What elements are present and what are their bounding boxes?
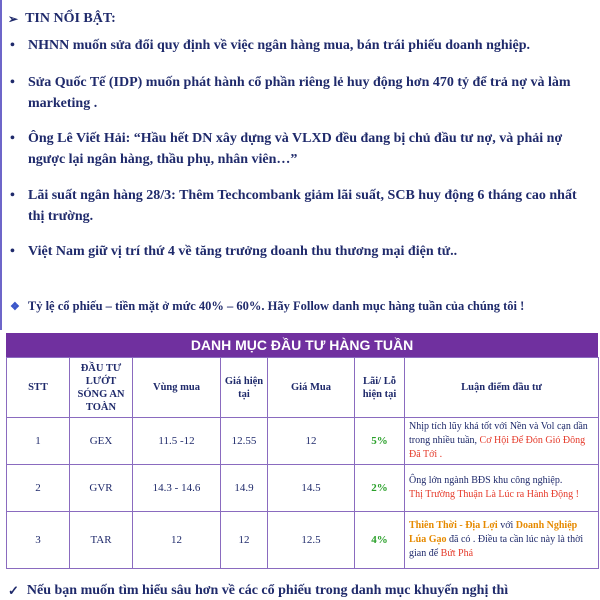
cell-buy-price: 12.5	[268, 512, 355, 569]
thesis-highlight: Cơ Hội Để Đón Gió Đông Đã Tới .	[409, 435, 586, 460]
cell-thesis	[405, 512, 599, 569]
thesis-highlight: Thiên Thời - Địa Lợi	[409, 520, 498, 531]
cell-ticker: TAR	[70, 512, 133, 569]
cell-pnl: 2%	[355, 465, 405, 512]
cell-buy-price: 14.5	[268, 465, 355, 512]
col-header-pnl: Lãi/ Lỗ hiện tại	[355, 358, 405, 418]
bullet-icon: •	[10, 75, 15, 90]
cell-current-price: 14.9	[221, 465, 268, 512]
table-header-row	[7, 358, 599, 418]
cell-ticker: GEX	[70, 418, 133, 465]
cell-stt: 2	[7, 465, 70, 512]
cell-stt: 3	[7, 512, 70, 569]
cell-ticker: GVR	[70, 465, 133, 512]
footer-text: Nếu bạn muốn tìm hiểu sâu hơn về các cổ phiếu trong danh mục khuyến nghị thì	[26, 583, 509, 598]
news-item	[10, 35, 592, 56]
cell-buy-zone: 12	[133, 512, 221, 569]
col-header-stt: STT	[7, 358, 70, 418]
checkmark-icon: ✓	[8, 583, 19, 598]
thesis-text: Nhịp tích lũy khá tốt với Nền và Vol cạn dần trong nhiều tuần,	[409, 421, 588, 446]
news-item	[10, 72, 592, 114]
col-header-buy-price: Giá Mua	[268, 358, 355, 418]
news-heading	[8, 11, 116, 27]
portfolio-section	[6, 333, 598, 569]
thesis-highlight: Doanh Nghiệp Lúa Gạo	[409, 520, 578, 545]
cell-thesis	[405, 418, 599, 465]
news-item	[10, 128, 592, 170]
table-row	[7, 465, 599, 512]
news-item-text: Việt Nam giữ vị trí thứ 4 về tăng trưởng doanh thu thương mại điện tử..	[28, 244, 458, 259]
news-item-text: Ông Lê Viết Hải: “Hầu hết DN xây dựng và VLXD đều đang bị chủ đầu tư nợ, và phải nợ ngược lại ngân hàng, thầu phụ, nhân viên…”	[28, 131, 563, 167]
table-row	[7, 512, 599, 569]
thesis-text: đã có . Điều ta cần lúc này là thời gian để	[409, 534, 584, 559]
cell-current-price: 12.55	[221, 418, 268, 465]
col-header-current-price: Giá hiện tại	[221, 358, 268, 418]
cell-buy-zone: 11.5 -12	[133, 418, 221, 465]
bullet-icon: •	[10, 131, 15, 146]
bullet-icon: •	[10, 38, 15, 53]
news-item	[10, 241, 592, 262]
cell-buy-price: 12	[268, 418, 355, 465]
portfolio-table	[6, 357, 599, 569]
news-item	[10, 185, 592, 227]
bullet-icon: •	[10, 244, 15, 259]
arrow-bullet-icon: ➢	[8, 11, 19, 26]
portfolio-title: DANH MỤC ĐẦU TƯ HÀNG TUẦN	[6, 333, 598, 357]
col-header-thesis: Luận điểm đầu tư	[405, 358, 599, 418]
cell-stt: 1	[7, 418, 70, 465]
cell-pnl: 5%	[355, 418, 405, 465]
news-item-text: NHNN muốn sửa đổi quy định về việc ngân hàng mua, bán trái phiếu doanh nghiệp.	[28, 38, 531, 53]
col-header-ticker: ĐẦU TƯ LƯỚT SÓNG AN TOÀN	[70, 358, 133, 418]
thesis-text: với	[497, 520, 516, 531]
cell-buy-zone: 14.3 - 14.6	[133, 465, 221, 512]
news-item-text: Lãi suất ngân hàng 28/3: Thêm Techcombank giảm lãi suất, SCB huy động 6 tháng cao nhất thị trường.	[28, 188, 577, 224]
cash-ratio-note	[10, 299, 524, 314]
diamond-bullet-icon: ❖	[10, 301, 20, 313]
bullet-icon: •	[10, 188, 15, 203]
cash-ratio-text: Tỷ lệ cổ phiếu – tiền mặt ở mức 40% – 60%. Hãy Follow danh mục hàng tuần của chúng tôi !	[27, 299, 525, 313]
news-heading-text: TIN NỔI BẬT:	[25, 11, 116, 26]
footer-note	[8, 583, 508, 599]
col-header-buy-zone: Vùng mua	[133, 358, 221, 418]
thesis-highlight: Thị Trường Thuận Là Lúc ra Hành Động !	[409, 489, 579, 500]
cell-thesis	[405, 465, 599, 512]
thesis-highlight: Bứt Phá	[440, 548, 474, 559]
news-item-text: Sửa Quốc Tế (IDP) muốn phát hành cổ phần riêng lẻ huy động hơn 470 tỷ để trả nợ và làm marketing .	[28, 75, 571, 111]
table-row	[7, 418, 599, 465]
cell-pnl: 4%	[355, 512, 405, 569]
thesis-text: Ông lớn ngành BĐS khu công nghiệp.	[409, 475, 563, 486]
cell-current-price: 12	[221, 512, 268, 569]
